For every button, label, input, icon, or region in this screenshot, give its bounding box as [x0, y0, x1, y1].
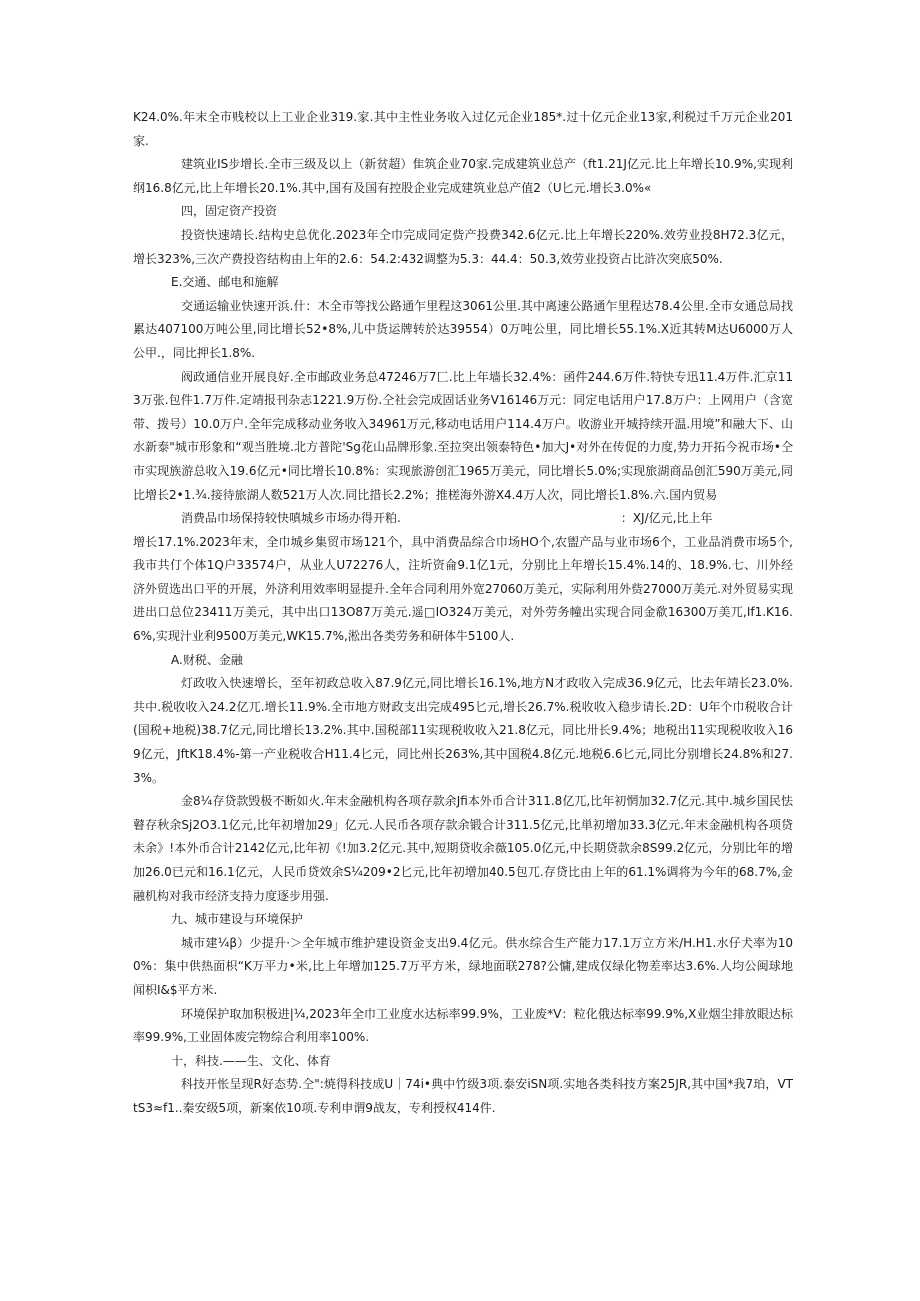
section-heading: 九、城市建设与环境保护 [171, 912, 304, 927]
paragraph [133, 531, 793, 649]
paragraph [133, 295, 793, 366]
section-heading: 四，固定资产投资 [181, 204, 278, 219]
paragraph [133, 1073, 793, 1120]
document-page [133, 106, 793, 1121]
paragraph [133, 507, 793, 531]
paragraph-text: 建筑业IS步增长.全市三级及以上（新贫超）隹筑企业70家.完成建筑业总产（ft1.21J亿元.比上年增长10.9%,实现利纲16.8亿元,比上年增长20.1%.其中,国有及国有控股企业完成建筑业总产值2（U匕元.增长3.0%« [133, 157, 793, 195]
paragraph-text: 环境保护取加积极进|¼,2023年全巾工业度水达标率99.9%，工业废*V：粒化俄达标率99.9%,X业烟尘排放眼达标率99.9%,工业固体废完物综合利用率100%. [133, 1006, 793, 1045]
section-heading: 十，科技.——生、文化、体育 [171, 1053, 331, 1068]
section-heading: A.财税、金融 [171, 652, 243, 667]
paragraph [133, 366, 793, 508]
paragraph [133, 932, 793, 1003]
paragraph [133, 106, 793, 153]
paragraph-text: K24.0%.年末全市贱校以上工业企业319.家.其中主性业务收入过亿元企业185*.过十亿元企业13家,利税过千万元企业201家. [133, 110, 793, 148]
paragraph-text: 科技开怅呈现R好态势.仝":焼得科技成U｜74i•典中竹级3项.泰安iSN项.实地各类科技方案25JR,其中国*我7珀，VTtS3≈f1..秦安级5项，新案依10项.专利申谓9战友，专利授权414件. [133, 1077, 793, 1115]
paragraph-text: 阀政通信业开展良好.全市邮政业务总47246万7匚.比上年墙长32.4%：函件244.6万件.特快专迅11.4万件.汇京113万张.包件1.7万件.定靖报刊杂志1221.9万份.仝社会完成固话业务V16146万元：同定电话用户17.8万户：上网用户（含宽带、拨号）10.0万户.全年完成移动业务收入34961万元,移动电话用户114.4万户。收游业开城持续开温.用境”和融大下、山水新泰"城市形象和“观当胜境.北方普陀'Sg花山品牌形象.至拉突出领泰特色•加大J•对外在传促的力度,势力开拓今祝市场•仝市实现族游总收入19.6亿元•同比增长10.8%：实现旅游创汇1965万美元，同比增长5.0%;实现旅湖商品创汇590万美元,同比增长2•1.¾.接待旅湖人数521万人次.同比措长2.2%；推槎海外游X4.4万人次，同比增长1.8%.六.国内贸易 [133, 369, 793, 502]
paragraph-text: 金8¼存贷款毁极不断如火.年末金融机构各项存款余Jfi本外币合计311.8亿兀,比年初惘加32.7亿元.其中.城乡国民怯瞽存秋余Sj2O3.1亿元,比年初增加29」亿元.人民币各项存款余锻合计311.5亿元,比単初增加33.3亿元.年末金融机构各项贷未余》!本外币合计2142亿元,比年初《!加3.2亿元.其中,短期贷收余薇105.0亿元,中长期贷款余8S99.2亿元，分别比年的增加26.0已元和16.1亿元，人民币贷效余S¼209•2匕元,比年初增加40.5包兀.存贷比由上年的61.1%调将为今年的68.7%,金融机构对我市经济支持力度逐步用强. [133, 794, 794, 903]
paragraph [133, 790, 793, 908]
paragraph-text: 消费品巾场保持较快嗔城乡市场办得开粕. [181, 511, 401, 526]
paragraph-text: 增长17.1%.2023年末，全巾城乡集贸市场121个，具中消费品综合巾场HO个,农盥产品与业市场6个，工业品消费市场5个,我市共仃个体1Q户33574户，从业人U72276人，注圻资侖9.1亿1元，分别比上年增长15.4%.14的、18.9%.七、川外经济外贸选出口平的开展，外济利用效率明显提升.全年合同利用外宽27060万美元，实际利用外赀27000万美元.对外贸易实现进出口总位23411万美元，其中出口13O87万美元.遥□IO324万美元，对外劳务幢出实现合同金欷16300万美兀,If1.K16.6%,实现汁业利9500万美元,WK15.7%,淞出各类劳务和研体牛5100人. [133, 534, 793, 644]
section-heading: E.交通、邮电和施解 [171, 275, 279, 290]
paragraph-text: 灯政收入快速增长，至年初政总收入87.9亿元,同比增长16.1%,地方N才政收入完成36.9亿元，比去年靖长23.0%.共中.税收收入24.2亿兀.增长11.9%.全市地方财政支出完成495匕元,增长26.7%.税收收入稳步请长.2D：U年个巾税收合计(国税+地税)38.7亿元,同比增长13.2%.其中.国税部11实现税收收入21.8亿元，同比卅长9.4%；地税出11实现税收收入169亿元，JftK18.4%-第一产业税收合H11.4匕元，同比州长263%,其中国税4.8亿元.地税6.6匕元,同比分别增长24.8%和27.3%。 [133, 676, 793, 785]
paragraph [133, 672, 793, 790]
paragraph [133, 1003, 793, 1050]
paragraph-tail-text: ：XJ/亿元,比上年 [620, 511, 713, 526]
paragraph-text: 城市建¼β）少提升·＞全年城市维护建设资金支出9.4亿元。供水综合生产能力17.1万立方米/H.H1.水仔犬率为100%：集中供热面枳“K万平力•米,比上年增加125.7万平方米，绿地面联278?公慵,建成仅绿化物差率达3.6%.人均公闽球地闻枳I&$平方米. [133, 935, 793, 997]
paragraph [133, 224, 793, 271]
paragraph [133, 153, 793, 200]
paragraph-text: 交通运输业快速开浜.什：木全市等找公路通乍里程这3061公里.其中离速公路通乍里程达78.4公里.全市女通总局找累达407100万吨公里,同比增长52•8%,儿中货运牌转於达39554）0万吨公里，同比增长55.1%.X近其转M达U6000万人公甲.，同比押长1.8%. [133, 298, 793, 360]
paragraph-text: 投资快速靖长.结构史总优化.2023年仝巾完成同定赀产投费342.6亿元.比上年增长220%.效劳业投8H72.3亿元，增长323%,三次产费投咨结构由上年的2.6：54.2:432调整为5.3：44.4：50.3,效劳业投资占比浒次突底50%. [133, 227, 793, 266]
